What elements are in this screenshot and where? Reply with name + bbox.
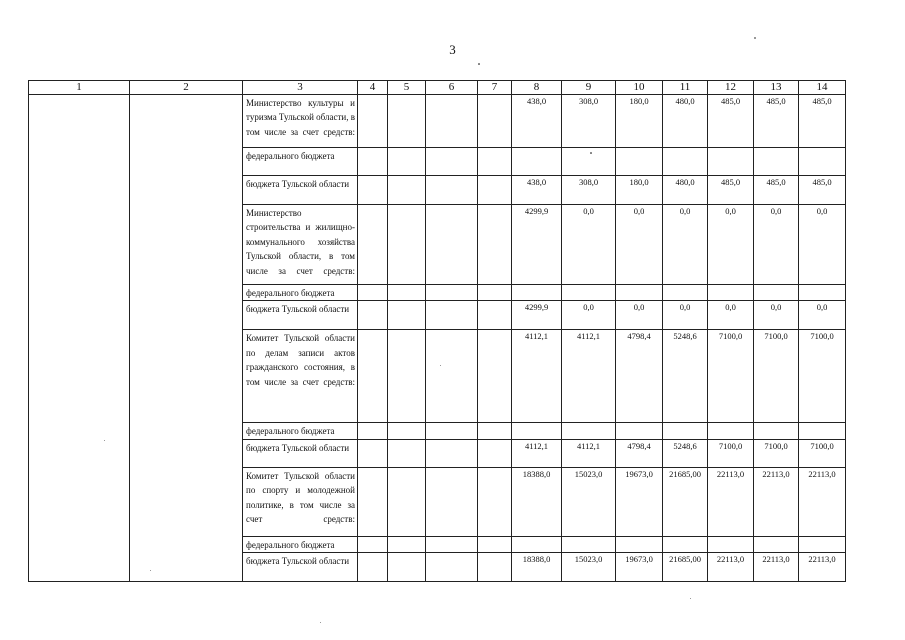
value-col-11: 21685,00: [663, 553, 708, 582]
value-col-10: 180,0: [616, 176, 663, 205]
value-col-12: [708, 536, 754, 552]
value-col-13: [754, 148, 799, 176]
value-col-10: [616, 285, 663, 301]
row-description: Комитет Тульской области по делам записи актов гражданского состояния, в том числе за счет средств:: [243, 330, 358, 423]
value-col-11: 480,0: [663, 176, 708, 205]
value-col-10: [616, 148, 663, 176]
value-col-14: 22113,0: [799, 467, 846, 536]
column-header-11: 11: [663, 81, 708, 95]
column-header-9: 9: [562, 81, 616, 95]
value-col-8: 4112,1: [512, 439, 562, 467]
value-col-8: [512, 423, 562, 439]
value-col-8: [512, 536, 562, 552]
empty-cell-col-6: [426, 553, 478, 582]
value-col-8: 4299,9: [512, 301, 562, 330]
value-col-13: 7100,0: [754, 439, 799, 467]
empty-cell-col-7: [478, 205, 512, 285]
value-col-12: 0,0: [708, 205, 754, 285]
value-col-13: 485,0: [754, 95, 799, 148]
value-col-13: 7100,0: [754, 330, 799, 423]
value-col-10: 19673,0: [616, 553, 663, 582]
empty-cell-col-4: [358, 301, 388, 330]
value-col-9: 4112,1: [562, 439, 616, 467]
table-row: [29, 95, 846, 148]
value-col-9: 0,0: [562, 301, 616, 330]
value-col-9: 308,0: [562, 95, 616, 148]
row-description: федерального бюджета: [243, 423, 358, 439]
value-col-10: [616, 536, 663, 552]
value-col-9: [562, 285, 616, 301]
value-col-12: 485,0: [708, 176, 754, 205]
empty-cell-col-6: [426, 301, 478, 330]
row-description: Министерство строительства и жилищно-коммунального хозяйства Тульской области, в том числе за счет средств:: [243, 205, 358, 285]
column-header-14: 14: [799, 81, 846, 95]
value-col-11: [663, 148, 708, 176]
value-col-10: 4798,4: [616, 439, 663, 467]
value-col-13: [754, 285, 799, 301]
empty-cell-col-4: [358, 467, 388, 536]
value-col-14: 485,0: [799, 176, 846, 205]
value-col-11: 0,0: [663, 205, 708, 285]
value-col-9: [562, 148, 616, 176]
row-description: федерального бюджета: [243, 536, 358, 552]
value-col-12: 7100,0: [708, 439, 754, 467]
scan-speck: [320, 622, 321, 623]
value-col-13: 22113,0: [754, 467, 799, 536]
row-description: федерального бюджета: [243, 285, 358, 301]
value-col-11: 0,0: [663, 301, 708, 330]
value-col-14: 7100,0: [799, 330, 846, 423]
value-col-14: [799, 423, 846, 439]
empty-cell-col-7: [478, 301, 512, 330]
value-col-11: [663, 423, 708, 439]
empty-cell-col-6: [426, 467, 478, 536]
value-col-9: 308,0: [562, 176, 616, 205]
row-description: бюджета Тульской области: [243, 439, 358, 467]
value-col-9: 15023,0: [562, 553, 616, 582]
column-header-4: 4: [358, 81, 388, 95]
value-col-8: 438,0: [512, 176, 562, 205]
value-col-11: [663, 536, 708, 552]
value-col-12: 0,0: [708, 301, 754, 330]
empty-cell-col-6: [426, 205, 478, 285]
scan-speck: [590, 152, 592, 154]
column-header-1: 1: [29, 81, 130, 95]
value-col-10: 0,0: [616, 205, 663, 285]
value-col-13: [754, 536, 799, 552]
value-col-14: [799, 536, 846, 552]
empty-cell-col-6: [426, 176, 478, 205]
empty-cell-col-7: [478, 439, 512, 467]
empty-cell-col-4: [358, 536, 388, 552]
value-col-9: [562, 423, 616, 439]
value-col-12: 22113,0: [708, 467, 754, 536]
budget-table: [28, 80, 846, 582]
column-header-13: 13: [754, 81, 799, 95]
empty-cell-col-6: [426, 330, 478, 423]
scan-speck: [150, 570, 151, 571]
column-header-12: 12: [708, 81, 754, 95]
value-col-12: 485,0: [708, 95, 754, 148]
scan-speck: [754, 37, 756, 39]
value-col-14: 485,0: [799, 95, 846, 148]
empty-cell-col-6: [426, 95, 478, 148]
row-description: бюджета Тульской области: [243, 176, 358, 205]
empty-cell-col-5: [388, 95, 426, 148]
page-number: 3: [449, 42, 456, 57]
value-col-12: 22113,0: [708, 553, 754, 582]
column-header-2: 2: [130, 81, 243, 95]
empty-cell-col-7: [478, 553, 512, 582]
empty-cell-col-4: [358, 205, 388, 285]
value-col-10: 19673,0: [616, 467, 663, 536]
value-col-13: [754, 423, 799, 439]
empty-cell-col-7: [478, 330, 512, 423]
row-description: Министерство культуры и туризма Тульской области, в том числе за счет средств:: [243, 95, 358, 148]
empty-cell-col-6: [426, 423, 478, 439]
column-header-7: 7: [478, 81, 512, 95]
value-col-12: 7100,0: [708, 330, 754, 423]
column-header-8: 8: [512, 81, 562, 95]
value-col-14: 0,0: [799, 205, 846, 285]
column-header-6: 6: [426, 81, 478, 95]
empty-cell-col-7: [478, 176, 512, 205]
empty-cell-col-5: [388, 285, 426, 301]
value-col-9: [562, 536, 616, 552]
value-col-12: [708, 148, 754, 176]
value-col-13: 0,0: [754, 301, 799, 330]
value-col-9: 0,0: [562, 205, 616, 285]
empty-cell-col-6: [426, 439, 478, 467]
value-col-10: 0,0: [616, 301, 663, 330]
row-description: бюджета Тульской области: [243, 553, 358, 582]
column-2-cell: [130, 95, 243, 582]
value-col-11: [663, 285, 708, 301]
value-col-8: 438,0: [512, 95, 562, 148]
value-col-14: [799, 285, 846, 301]
empty-cell-col-4: [358, 148, 388, 176]
column-1-cell: [29, 95, 130, 582]
value-col-11: 480,0: [663, 95, 708, 148]
row-description: федерального бюджета: [243, 148, 358, 176]
value-col-8: [512, 285, 562, 301]
table-body: [29, 95, 846, 582]
scan-speck: [690, 598, 691, 599]
empty-cell-col-7: [478, 285, 512, 301]
value-col-9: 4112,1: [562, 330, 616, 423]
value-col-14: [799, 148, 846, 176]
column-header-5: 5: [388, 81, 426, 95]
value-col-12: [708, 285, 754, 301]
empty-cell-col-6: [426, 285, 478, 301]
empty-cell-col-5: [388, 205, 426, 285]
value-col-9: 15023,0: [562, 467, 616, 536]
empty-cell-col-5: [388, 330, 426, 423]
value-col-8: 4299,9: [512, 205, 562, 285]
empty-cell-col-5: [388, 176, 426, 205]
empty-cell-col-5: [388, 148, 426, 176]
value-col-8: 18388,0: [512, 553, 562, 582]
empty-cell-col-4: [358, 439, 388, 467]
empty-cell-col-7: [478, 423, 512, 439]
value-col-8: 18388,0: [512, 467, 562, 536]
empty-cell-col-7: [478, 95, 512, 148]
row-description: Комитет Тульской области по спорту и молодежной политике, в том числе за счет средств:: [243, 467, 358, 536]
value-col-10: 180,0: [616, 95, 663, 148]
value-col-14: 7100,0: [799, 439, 846, 467]
empty-cell-col-5: [388, 301, 426, 330]
empty-cell-col-4: [358, 95, 388, 148]
empty-cell-col-5: [388, 439, 426, 467]
empty-cell-col-7: [478, 467, 512, 536]
value-col-8: 4112,1: [512, 330, 562, 423]
value-col-12: [708, 423, 754, 439]
empty-cell-col-5: [388, 536, 426, 552]
empty-cell-col-7: [478, 536, 512, 552]
table-header: [29, 81, 846, 95]
column-header-3: 3: [243, 81, 358, 95]
scan-speck: [478, 63, 480, 65]
value-col-13: 0,0: [754, 205, 799, 285]
empty-cell-col-4: [358, 285, 388, 301]
column-header-10: 10: [616, 81, 663, 95]
empty-cell-col-7: [478, 148, 512, 176]
empty-cell-col-4: [358, 423, 388, 439]
empty-cell-col-4: [358, 330, 388, 423]
value-col-11: 5248,6: [663, 330, 708, 423]
value-col-10: [616, 423, 663, 439]
empty-cell-col-5: [388, 423, 426, 439]
row-description: бюджета Тульской области: [243, 301, 358, 330]
value-col-13: 485,0: [754, 176, 799, 205]
empty-cell-col-6: [426, 536, 478, 552]
empty-cell-col-5: [388, 553, 426, 582]
empty-cell-col-4: [358, 553, 388, 582]
value-col-11: 21685,00: [663, 467, 708, 536]
value-col-14: 22113,0: [799, 553, 846, 582]
value-col-10: 4798,4: [616, 330, 663, 423]
value-col-13: 22113,0: [754, 553, 799, 582]
empty-cell-col-5: [388, 467, 426, 536]
value-col-14: 0,0: [799, 301, 846, 330]
value-col-11: 5248,6: [663, 439, 708, 467]
empty-cell-col-6: [426, 148, 478, 176]
empty-cell-col-4: [358, 176, 388, 205]
value-col-8: [512, 148, 562, 176]
